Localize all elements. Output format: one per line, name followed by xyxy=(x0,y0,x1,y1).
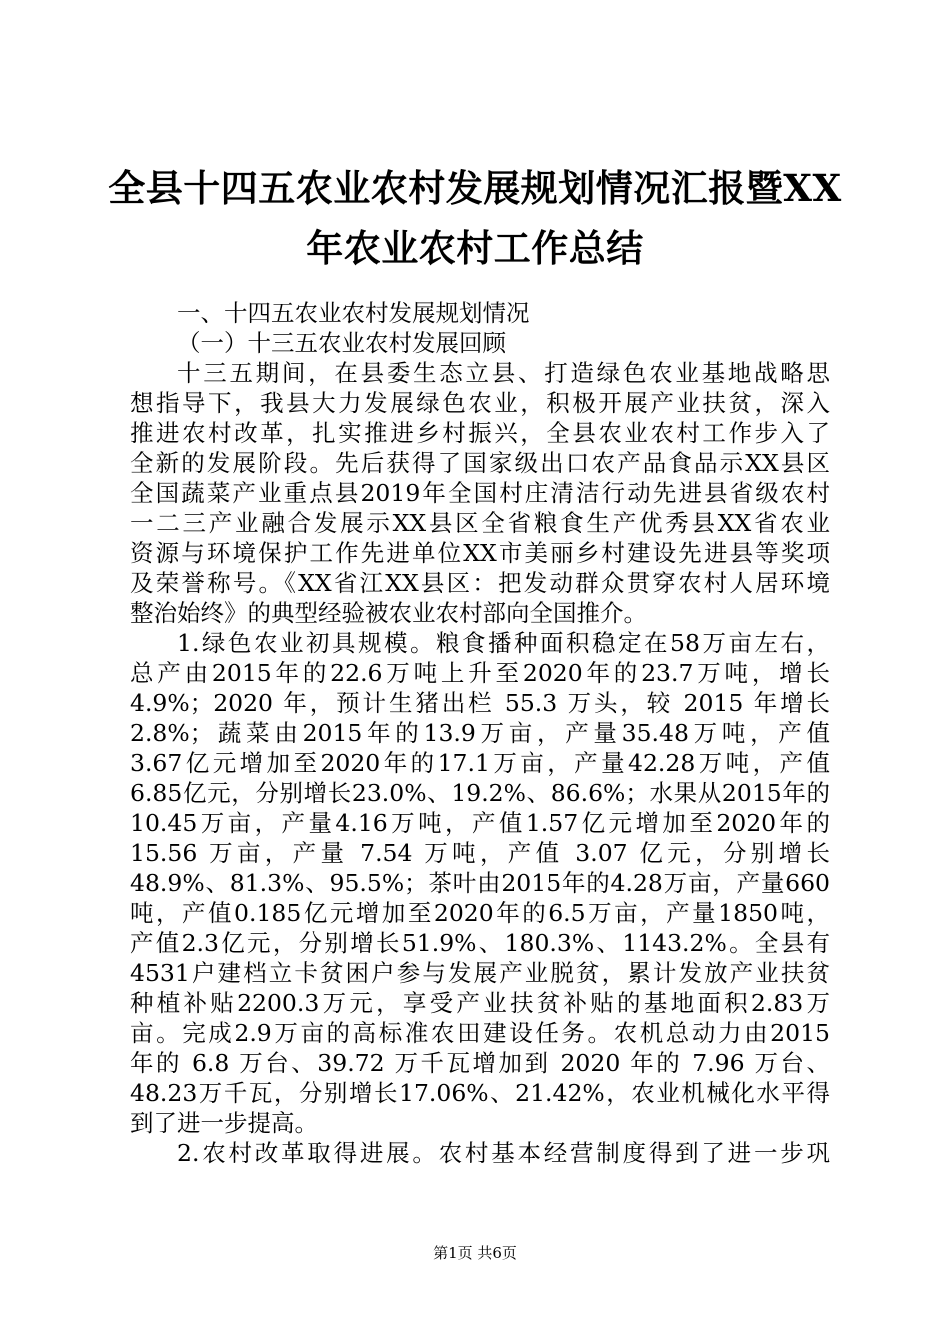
paragraph-line: 2.农村改革取得进展。农村基本经营制度得到了进一步巩 xyxy=(177,1139,830,1167)
paragraph-line: 到了进一步提高。 xyxy=(130,1109,318,1137)
title-line-1: 全县十四五农业农村发展规划情况汇报暨XX xyxy=(108,166,842,210)
page-footer: 第1页 共6页 xyxy=(433,1244,517,1262)
paragraph-line: 资源与环境保护工作先进单位XX市美丽乡村建设先进县等奖项 xyxy=(130,539,830,567)
paragraph-line: 亩。完成2.9万亩的高标准农田建设任务。农机总动力由2015 xyxy=(130,1019,830,1047)
paragraph-line: 全新的发展阶段。先后获得了国家级出口农产品食品示XX县区 xyxy=(130,449,830,477)
paragraph-line: 3.67亿元增加至2020年的17.1万亩，产量42.28万吨，产值 xyxy=(130,749,830,777)
paragraph-line: 总产由2015年的22.6万吨上升至2020年的23.7万吨，增长 xyxy=(130,659,830,687)
paragraph-line: 推进农村改革，扎实推进乡村振兴，全县农业农村工作步入了 xyxy=(130,419,830,447)
paragraph-line: 种植补贴2200.3万元，享受产业扶贫补贴的基地面积2.83万 xyxy=(130,989,830,1017)
paragraph-line: 整治始终》的典型经验被农业农村部向全国推介。 xyxy=(130,599,647,627)
paragraph-line: 10.45万亩，产量4.16万吨，产值1.57亿元增加至2020年的 xyxy=(130,809,830,837)
document-body xyxy=(130,298,830,1168)
paragraph-line: 十三五期间，在县委生态立县、打造绿色农业基地战略思 xyxy=(177,359,830,387)
paragraph-line: 1.绿色农业初具规模。粮食播种面积稳定在58万亩左右， xyxy=(177,629,830,657)
paragraph-line: 全国蔬菜产业重点县2019年全国村庄清洁行动先进县省级农村 xyxy=(130,479,830,507)
paragraph-line: 一二三产业融合发展示XX县区全省粮食生产优秀县XX省农业 xyxy=(130,509,830,537)
paragraph-line: 吨，产值0.185亿元增加至2020年的6.5万亩，产量1850吨， xyxy=(130,899,830,927)
paragraph-line: 48.23万千瓦，分别增长17.06%、21.42%，农业机械化水平得 xyxy=(130,1079,830,1107)
paragraph-line: 产值2.3亿元，分别增长51.9%、180.3%、1143.2%。全县有 xyxy=(130,929,830,957)
paragraph-line: 2.8%；蔬菜由2015年的13.9万亩，产量35.48万吨，产值 xyxy=(130,719,830,747)
paragraph-line: 想指导下，我县大力发展绿色农业，积极开展产业扶贫，深入 xyxy=(130,389,830,417)
section-heading: （一）十三五农业农村发展回顾 xyxy=(177,329,506,357)
paragraph-line: 及荣誉称号。《XX省江XX县区：把发动群众贯穿农村人居环境 xyxy=(130,569,830,597)
paragraph-line: 4.9%；2020 年，预计生猪出栏 55.3 万头，较 2015 年增长 xyxy=(130,689,830,717)
paragraph-line: 15.56 万亩，产量 7.54 万吨，产值 3.07 亿元，分别增长 xyxy=(130,839,830,867)
document-title xyxy=(100,158,850,278)
title-line-2: 年农业农村工作总结 xyxy=(306,226,644,270)
section-heading: 一、十四五农业农村发展规划情况 xyxy=(177,299,530,327)
paragraph-line: 4531户建档立卡贫困户参与发展产业脱贫，累计发放产业扶贫 xyxy=(130,959,830,987)
paragraph-line: 年的 6.8 万台、39.72 万千瓦增加到 2020 年的 7.96 万台、 xyxy=(130,1049,830,1077)
paragraph-line: 6.85亿元，分别增长23.0%、19.2%、86.6%；水果从2015年的 xyxy=(130,779,830,807)
paragraph-line: 48.9%、81.3%、95.5%；茶叶由2015年的4.28万亩，产量660 xyxy=(130,869,830,897)
